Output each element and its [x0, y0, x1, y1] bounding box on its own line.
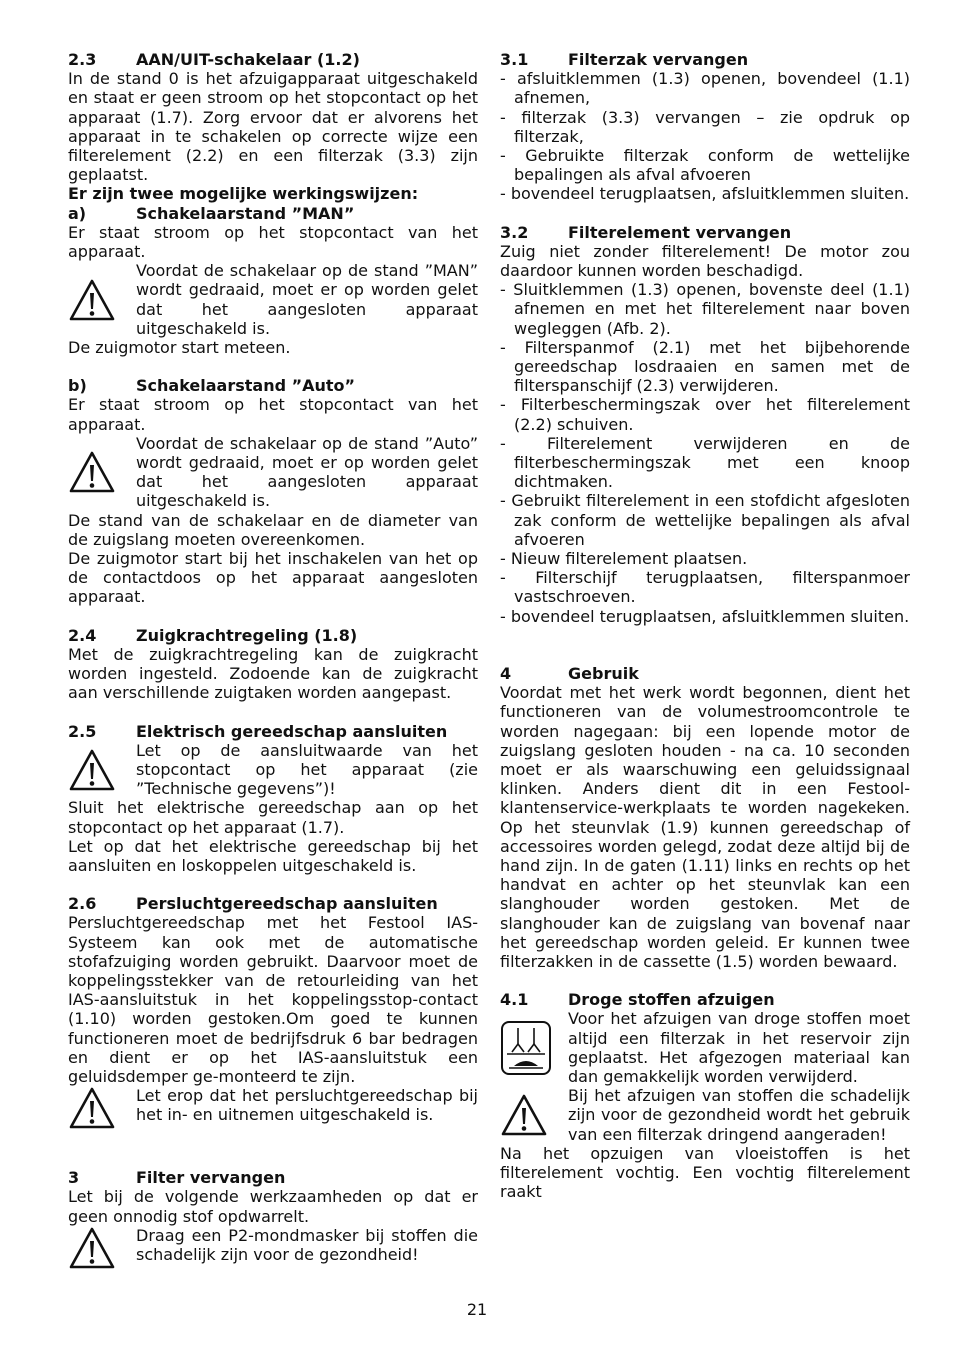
section-heading: 2.3 AAN/UIT-schakelaar (1.2) — [68, 50, 360, 69]
list-item: - Sluitklemmen (1.3) openen, bovenste deel (1.1) afnemen en met het filterelement naar boven wegleggen (Afb. 2). — [500, 280, 910, 338]
warning-icon — [68, 1226, 136, 1270]
section-heading: 2.6 Persluchtgereedschap aansluiten — [68, 894, 438, 914]
section-heading: 3.2 Filterelement vervangen — [500, 222, 792, 242]
list-item: - filterzak (3.3) vervangen – zie opdruk op filterzak, — [500, 108, 910, 146]
warning-note: Voordat de schakelaar op de stand ”MAN” wordt gedraaid, moet er op worden gelet dat het aangesloten apparaat uitgeschakeld is. — [68, 261, 478, 338]
paragraph: De zuigmotor start bij het inschakelen van het op de contactdoos op het apparaat aangesloten apparaat. — [68, 549, 478, 607]
paragraph: Let op dat het elektrische gereedschap bij het aansluiten en loskoppelen uitgeschakeld is. — [68, 836, 478, 875]
list-item: - afsluitklemmen (1.3) openen, bovendeel (1.1) afnemen, — [500, 69, 910, 107]
list-item: - Gebruikte filterzak conform de wettelijke bepalingen als afval afvoeren — [500, 146, 910, 184]
paragraph: Let bij de volgende werkzaamheden op dat er geen onnodig stof opdwarrelt. — [68, 1187, 478, 1226]
section-heading: 3 Filter vervangen — [68, 1168, 286, 1188]
warning-icon — [500, 1086, 568, 1144]
page-number: 21 — [466, 1300, 488, 1319]
section-heading: 4 Gebruik — [500, 663, 639, 683]
paragraph: De stand van de schakelaar en de diameter van de zuigslang moeten overeenkomen. — [68, 510, 478, 549]
paragraph: In de stand 0 is het afzuigapparaat uitgeschakeld en staat er geen stroom op het stopcontact op het apparaat (1.7). Zorg ervoor dat er alvorens het apparaat in te schakelen op correcte wijze een filterelement (2.2) en een filterzak (3.3) zijn geplaatst. — [68, 69, 478, 185]
dash-list — [500, 69, 910, 203]
paragraph: Na het opzuigen van vloeistoffen is het filterelement vochtig. Een vochtig filterelement raakt — [500, 1143, 910, 1202]
right-column — [500, 50, 910, 1201]
warning-note: Draag een P2-mondmasker bij stoffen die schadelijk zijn voor de gezondheid! — [68, 1226, 478, 1270]
subsection-heading: a) Schakelaarstand ”MAN” — [68, 203, 355, 223]
list-item: - bovendeel terugplaatsen, afsluitklemmen sluiten. — [500, 184, 910, 203]
section-heading: 2.4 Zuigkrachtregeling (1.8) — [68, 625, 358, 645]
paragraph: Er staat stroom op het stopcontact van het apparaat. — [68, 395, 478, 434]
warning-note: Bij het afzuigen van stoffen die schadelijk zijn voor de gezondheid wordt het gebruik van een filterzak dringend aangeraden! — [500, 1086, 910, 1144]
paragraph: Met de zuigkrachtregeling kan de zuigkracht worden ingesteld. Zodoende kan de zuigkracht aan verschillende zuigtaken worden aangepast. — [68, 644, 478, 703]
paragraph: Voordat met het werk wordt begonnen, dient het functioneren van de volumestroomcontrole te worden nagegaan: bij een lopende motor de zuigslang gesloten houden - na ca. 10 seconden moet er als waarschuwing een geluidssignaal klinken. Anders dient dit in een Festool-klantenservice-werkplaats te worden nagekeken. Op het steunvlak (1.9) kunnen gereedschap of accessoires worden gelegd, zodat deze altijd bij de hand zijn. In de gaten (1.11) links en rechts op het handvat en achter op het steunvlak kan een slanghouder worden gestoken. Met de slanghouder kan de zuigslang van bovenaf naar het gereedschap worden geleid. Er kunnen twee filterzakken in de cassette (1.5) worden bewaard. — [500, 683, 910, 971]
list-item: - Filterspanmof (2.1) met het bijbehorende gereedschap losdraaien en samen met de filterspanschijf (2.3) verwijderen. — [500, 338, 910, 396]
section-heading: 4.1 Droge stoffen afzuigen — [500, 990, 775, 1010]
warning-note: Voordat de schakelaar op de stand ”Auto” wordt gedraaid, moet er op worden gelet dat het aangesloten apparaat uitgeschakeld is. — [68, 434, 478, 511]
filter-bag-icon — [500, 1009, 568, 1086]
list-item: - Filterbeschermingszak over het filterelement (2.2) schuiven. — [500, 395, 910, 433]
subsection-heading: b) Schakelaarstand ”Auto” — [68, 376, 356, 396]
paragraph: De zuigmotor start meteen. — [68, 338, 291, 358]
section-heading: 2.5 Elektrisch gereedschap aansluiten — [68, 721, 448, 741]
warning-icon — [68, 741, 136, 799]
left-column — [68, 50, 478, 1270]
list-item: - Nieuw filterelement plaatsen. — [500, 549, 910, 568]
section-heading: 3.1 Filterzak vervangen — [500, 50, 749, 69]
warning-icon — [68, 1086, 136, 1130]
warning-note: Let op de aansluitwaarde van het stopcontact op het apparaat (zie ”Technische gegevens”)! — [68, 741, 478, 799]
bold-line: Er zijn twee mogelijke werkingswijzen: — [68, 184, 419, 204]
info-note: Voor het afzuigen van droge stoffen moet altijd een filterzak in het reservoir zijn geplaatst. Het afgezogen materiaal kan dan gemakkelijk worden verwijderd. — [500, 1009, 910, 1086]
warning-icon — [68, 261, 136, 338]
paragraph: Sluit het elektrische gereedschap aan op het stopcontact op het apparaat (1.7). — [68, 798, 478, 837]
list-item: - Filterschijf terugplaatsen, filterspanmoer vastschroeven. — [500, 568, 910, 606]
warning-icon — [68, 434, 136, 511]
warning-note: Let erop dat het persluchtgereedschap bij het in- en uitnemen uitgeschakeld is. — [68, 1086, 478, 1130]
paragraph: Er staat stroom op het stopcontact van het apparaat. — [68, 222, 478, 262]
list-item: - bovendeel terugplaatsen, afsluitklemmen sluiten. — [500, 607, 910, 626]
list-item: - Filterelement verwijderen en de filterbeschermingszak met een knoop dichtmaken. — [500, 434, 910, 492]
dash-list — [500, 280, 910, 626]
list-item: - Gebruikt filterelement in een stofdicht afgesloten zak conform de wettelijke bepalingen als afval afvoeren — [500, 491, 910, 549]
paragraph: Persluchtgereedschap met het Festool IAS-Systeem kan ook met de automatische stofafzuiging worden gebruikt. Daarvoor moet de koppelingsstekker van de retourleiding van het IAS-aansluitstuk in het koppelingsstop-contact (1.10) worden gestoken.Om goed te kunnen functioneren moet de bedrijfsdruk 6 bar bedragen en dient er op het IAS-aansluitstuk een geluidsdemper ge-monteerd te zijn. — [68, 913, 478, 1086]
paragraph: Zuig niet zonder filterelement! De motor zou daardoor kunnen worden beschadigd. — [500, 241, 910, 281]
